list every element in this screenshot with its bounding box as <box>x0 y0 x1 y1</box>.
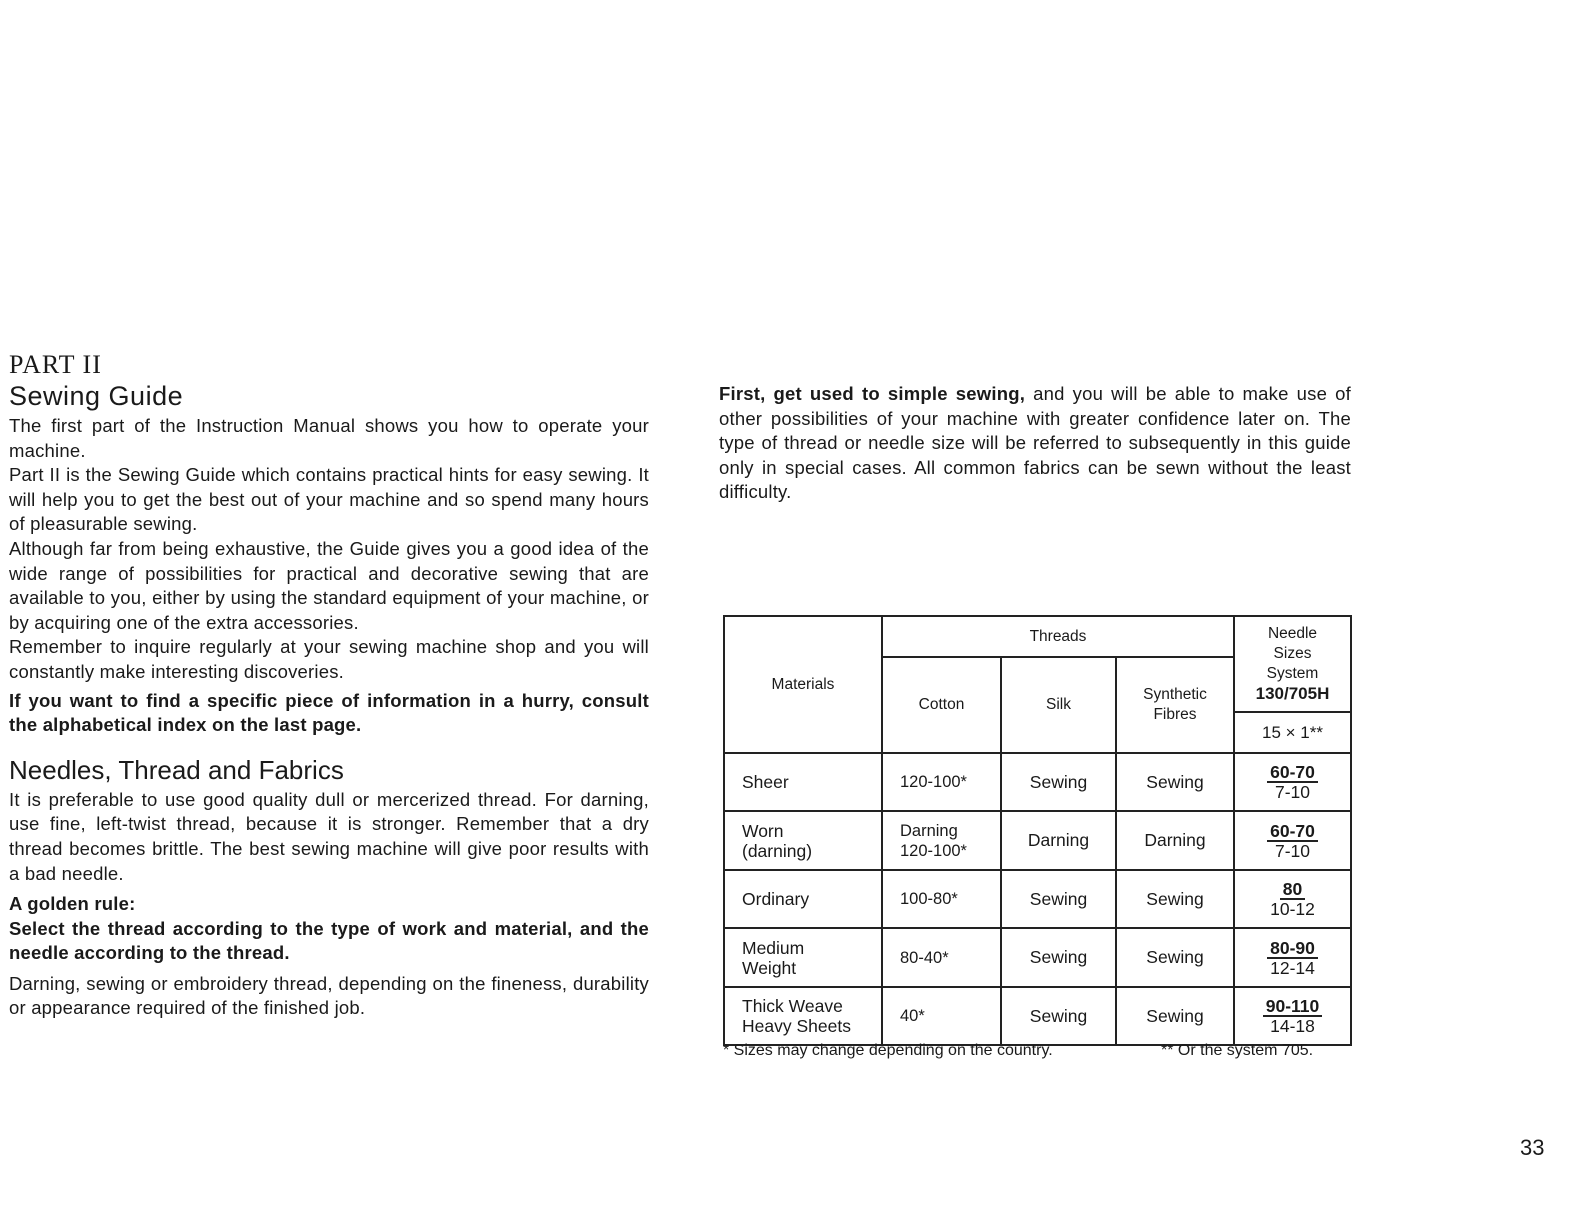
needle-sizes-label: Needle Sizes System <box>1266 625 1319 682</box>
needle-size-bottom: 7-10 <box>1274 840 1311 861</box>
needle-size-top: 90-110 <box>1263 997 1323 1017</box>
paragraph-intro: The first part of the Instruction Manual shows you how to operate your machine. <box>9 415 649 461</box>
cell-material: Ordinary <box>724 870 882 928</box>
header-silk: Silk <box>1001 657 1116 753</box>
needle-size-bottom: 10-12 <box>1270 899 1315 919</box>
header-synthetic-fibres: Synthetic Fibres <box>1116 657 1234 753</box>
cell-silk: Darning <box>1001 811 1116 870</box>
table-row <box>724 870 1351 928</box>
paragraph-thread-types: Darning, sewing or embroidery thread, depending on the fineness, durability or appearance required of the finished job. <box>9 972 649 1019</box>
footnote-system: ** Or the system 705. <box>1161 1042 1314 1059</box>
left-column <box>9 350 649 1021</box>
needle-size-top: 60-70 <box>1267 763 1318 783</box>
cell-needle <box>1234 753 1351 811</box>
cell-material: Sheer <box>724 753 882 811</box>
cell-silk: Sewing <box>1001 987 1116 1045</box>
cell-synthetic: Sewing <box>1116 870 1234 928</box>
thread-needle-table <box>723 615 1352 1046</box>
cell-needle <box>1234 870 1351 928</box>
needle-size-top: 60-70 <box>1267 822 1318 842</box>
paragraph-inquire: Remember to inquire regularly at your sewing machine shop and you will constantly make interesting discoveries. <box>9 636 649 682</box>
golden-rule-text: Select the thread according to the type of work and material, and the needle according to the thread. <box>9 917 649 964</box>
table-row <box>724 928 1351 987</box>
cell-cotton: 120-100* <box>882 753 1001 811</box>
needle-size-bottom: 7-10 <box>1274 782 1311 802</box>
heading-needles-thread-fabrics: Needles, Thread and Fabrics <box>9 754 344 785</box>
cell-synthetic: Sewing <box>1116 987 1234 1045</box>
paragraph-part-two: Part II is the Sewing Guide which contains practical hints for easy sewing. It will help you to get the best out of your machine and so spend many hours of pleasurable sewing. <box>9 464 649 535</box>
cell-synthetic: Darning <box>1116 811 1234 870</box>
footnote-sizes: * Sizes may change depending on the country. <box>723 1042 1053 1059</box>
intro-bold: First, get used to simple sewing, <box>719 383 1026 404</box>
needle-size-bottom: 14-18 <box>1270 1016 1315 1036</box>
table-row <box>724 753 1351 811</box>
cell-synthetic: Sewing <box>1116 753 1234 811</box>
part-label: PART II <box>9 350 102 379</box>
cell-needle <box>1234 928 1351 987</box>
header-cotton: Cotton <box>882 657 1001 753</box>
needle-system-label: 130/705H <box>1255 684 1330 703</box>
header-materials: Materials <box>724 616 882 753</box>
cell-cotton: 80-40* <box>882 928 1001 987</box>
paragraph-index-hint: If you want to find a specific piece of information in a hurry, consult the alphabetical index on the last page. <box>9 689 649 736</box>
cell-silk: Sewing <box>1001 870 1116 928</box>
cell-needle <box>1234 987 1351 1045</box>
cell-material: Worn (darning) <box>724 811 882 870</box>
needle-size-top: 80 <box>1280 880 1305 900</box>
cell-material: Medium Weight <box>724 928 882 987</box>
golden-rule-label: A golden rule: <box>9 893 136 915</box>
table-row <box>724 811 1351 870</box>
table-row <box>724 987 1351 1045</box>
header-needle-sizes <box>1234 616 1351 712</box>
cell-cotton: 40* <box>882 987 1001 1045</box>
header-needle-alt-system: 15 × 1** <box>1234 712 1351 753</box>
cell-silk: Sewing <box>1001 753 1116 811</box>
cell-synthetic: Sewing <box>1116 928 1234 987</box>
cell-cotton: Darning 120-100* <box>882 811 1001 870</box>
needle-size-top: 80-90 <box>1267 939 1318 959</box>
right-intro <box>719 382 1351 505</box>
page-number: 33 <box>1520 1135 1545 1160</box>
intro-text: and you will be able to make use of other possibilities of your machine with greater confidence later on. The type of thread or needle size will be referred to subsequently in this guide only in special cases. All common fabrics can be sewn without the least difficulty. <box>719 383 1352 503</box>
paragraph-thread-quality: It is preferable to use good quality dull or mercerized thread. For darning, use fine, left-twist thread, because it is stronger. Remember that a dry thread becomes brittle. The best sewing machine will give poor results with a bad needle. <box>9 788 649 884</box>
cell-material: Thick Weave Heavy Sheets <box>724 987 882 1045</box>
cell-silk: Sewing <box>1001 928 1116 987</box>
header-threads: Threads <box>882 616 1234 657</box>
cell-needle <box>1234 811 1351 870</box>
needle-size-bottom: 12-14 <box>1270 957 1315 978</box>
cell-cotton: 100-80* <box>882 870 1001 928</box>
heading-sewing-guide: Sewing Guide <box>9 381 184 411</box>
paragraph-guide-scope: Although far from being exhaustive, the Guide gives you a good idea of the wide range of possibilities for practical and decorative sewing that are available to you, either by using the standard equipment of your machine, or by acquiring one of the extra accessories. <box>9 537 649 633</box>
